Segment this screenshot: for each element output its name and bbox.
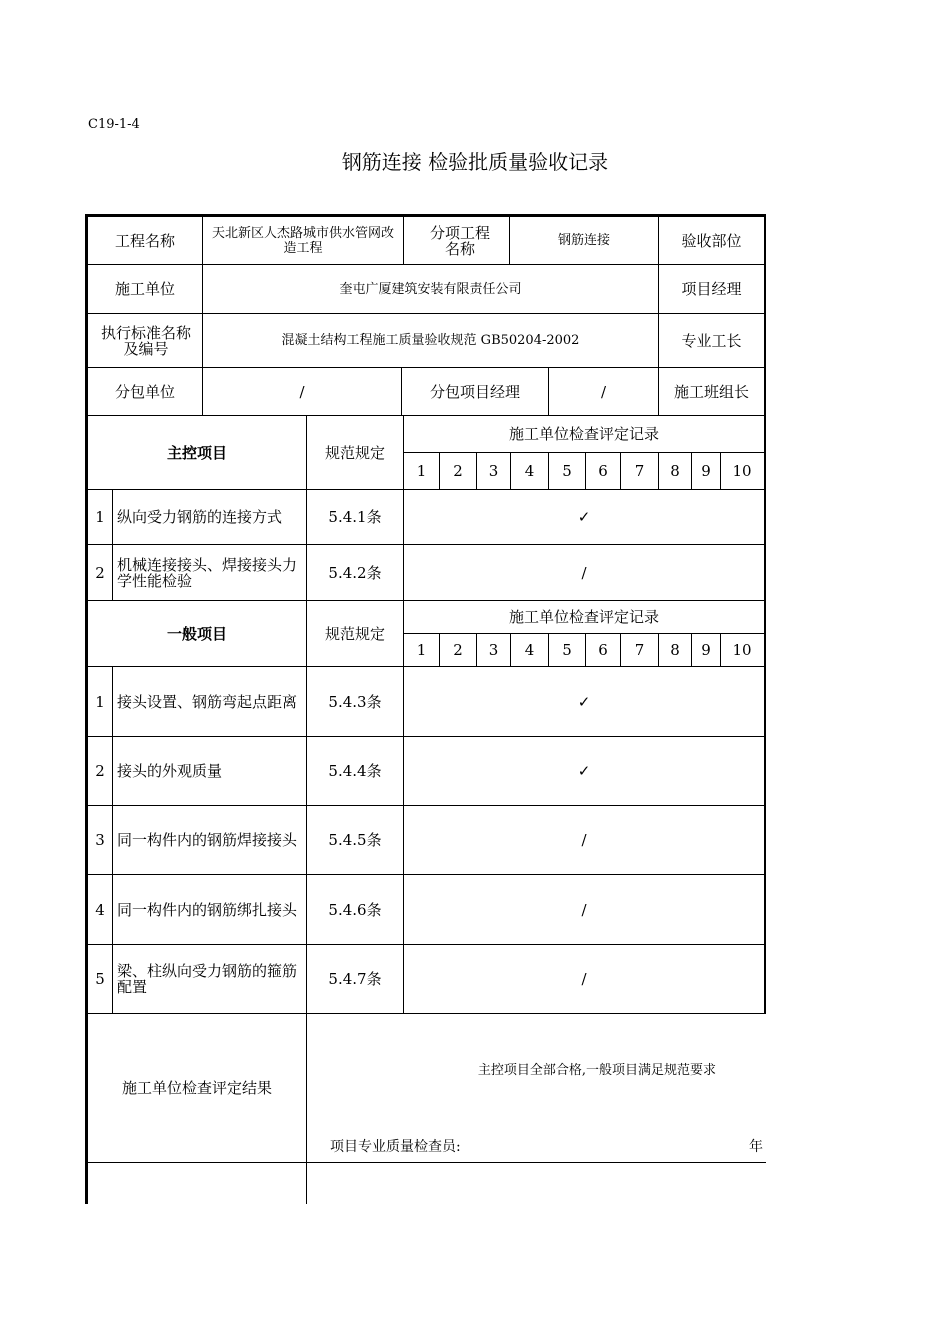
general-item-no: 4	[95, 900, 105, 919]
general-item-name: 接头的外观质量	[117, 762, 223, 780]
result-label: 施工单位检查评定结果	[121, 1079, 272, 1097]
column-number: 7	[634, 641, 645, 659]
sub-manager-value: /	[600, 382, 607, 401]
general-label: 一般项目	[166, 624, 227, 643]
column-number: 9	[701, 641, 711, 659]
column-number: 4	[524, 641, 535, 659]
year-label: 年	[749, 1139, 763, 1155]
column-number: 10	[732, 462, 752, 480]
subcontractor-value: /	[299, 382, 305, 401]
general-item-result: /	[581, 970, 587, 988]
main-record-label: 施工单位检查评定记录	[508, 425, 659, 443]
column-number: 2	[453, 462, 463, 480]
contractor-value: 奎屯广厦建筑安装有限责任公司	[339, 281, 522, 297]
column-number: 8	[670, 641, 680, 659]
main-item-no: 2	[95, 563, 105, 582]
general-item-result: ✓	[577, 762, 591, 780]
column-number: 6	[598, 462, 608, 480]
sub-project-label: 分项工程名称	[429, 223, 490, 258]
page-title: 钢筋连接 检验批质量验收记录	[341, 150, 609, 174]
general-item-no: 2	[95, 762, 105, 780]
main-item-name: 机械连接接头、焊接接头力学性能检验	[117, 555, 298, 590]
column-number: 3	[488, 641, 499, 659]
standard-value: 混凝土结构工程施工质量验收规范 GB50204-2002	[281, 333, 580, 348]
form-code: C19-1-4	[88, 117, 140, 132]
main-item-spec: 5.4.1条	[328, 508, 382, 526]
main-control-label: 主控项目	[166, 443, 227, 462]
project-name-label: 工程名称	[114, 231, 175, 250]
column-number: 7	[634, 462, 645, 480]
general-item-name: 接头设置、钢筋弯起点距离	[117, 692, 298, 711]
general-item-spec: 5.4.5条	[328, 831, 382, 849]
sub-manager-label: 分包项目经理	[429, 382, 520, 401]
column-number: 5	[562, 462, 572, 480]
general-item-spec: 5.4.7条	[328, 970, 382, 988]
column-number: 4	[524, 462, 535, 480]
column-number: 3	[488, 462, 499, 480]
sub-project-value: 钢筋连接	[557, 233, 610, 248]
inspector-label: 项目专业质量检查员:	[330, 1139, 461, 1155]
main-item-name: 纵向受力钢筋的连接方式	[117, 508, 283, 526]
standard-label: 执行标准名称及编号	[100, 323, 191, 358]
main-item-spec: 5.4.2条	[328, 563, 382, 582]
project-manager-label: 项目经理	[681, 280, 742, 298]
column-number: 9	[701, 462, 711, 480]
general-item-name: 同一构件内的钢筋焊接接头	[117, 831, 298, 849]
main-item-no: 1	[95, 508, 105, 526]
result-text: 主控项目全部合格,一般项目满足规范要求	[477, 1062, 717, 1078]
main-spec-label: 规范规定	[324, 443, 385, 462]
subcontractor-label: 分包单位	[114, 382, 175, 401]
general-item-no: 1	[95, 692, 105, 711]
column-number: 1	[416, 462, 427, 480]
general-item-name: 同一构件内的钢筋绑扎接头	[117, 900, 298, 919]
main-item-result: ✓	[577, 508, 591, 526]
project-name-value: 天北新区人杰路城市供水管网改造工程	[211, 225, 394, 256]
general-spec-label: 规范规定	[324, 624, 385, 643]
main-item-result: /	[581, 563, 587, 582]
column-number: 8	[670, 462, 680, 480]
column-number: 1	[416, 641, 427, 659]
general-item-result: /	[581, 900, 587, 919]
general-item-result: /	[581, 831, 587, 849]
general-item-no: 3	[95, 831, 105, 849]
general-item-no: 5	[95, 970, 105, 988]
column-number: 6	[598, 641, 608, 659]
general-item-result: ✓	[577, 692, 591, 711]
general-record-label: 施工单位检查评定记录	[508, 608, 659, 626]
general-item-spec: 5.4.3条	[328, 692, 382, 711]
column-number: 5	[562, 641, 572, 659]
column-number: 10	[732, 641, 752, 659]
general-item-spec: 5.4.6条	[328, 900, 382, 919]
contractor-label: 施工单位	[114, 280, 175, 298]
acceptance-part-label: 验收部位	[681, 231, 742, 250]
foreman-label: 专业工长	[681, 331, 742, 350]
general-item-spec: 5.4.4条	[328, 762, 382, 780]
general-item-name: 梁、柱纵向受力钢筋的箍筋配置	[117, 962, 298, 996]
column-number: 2	[453, 641, 463, 659]
team-leader-label: 施工班组长	[673, 382, 749, 401]
